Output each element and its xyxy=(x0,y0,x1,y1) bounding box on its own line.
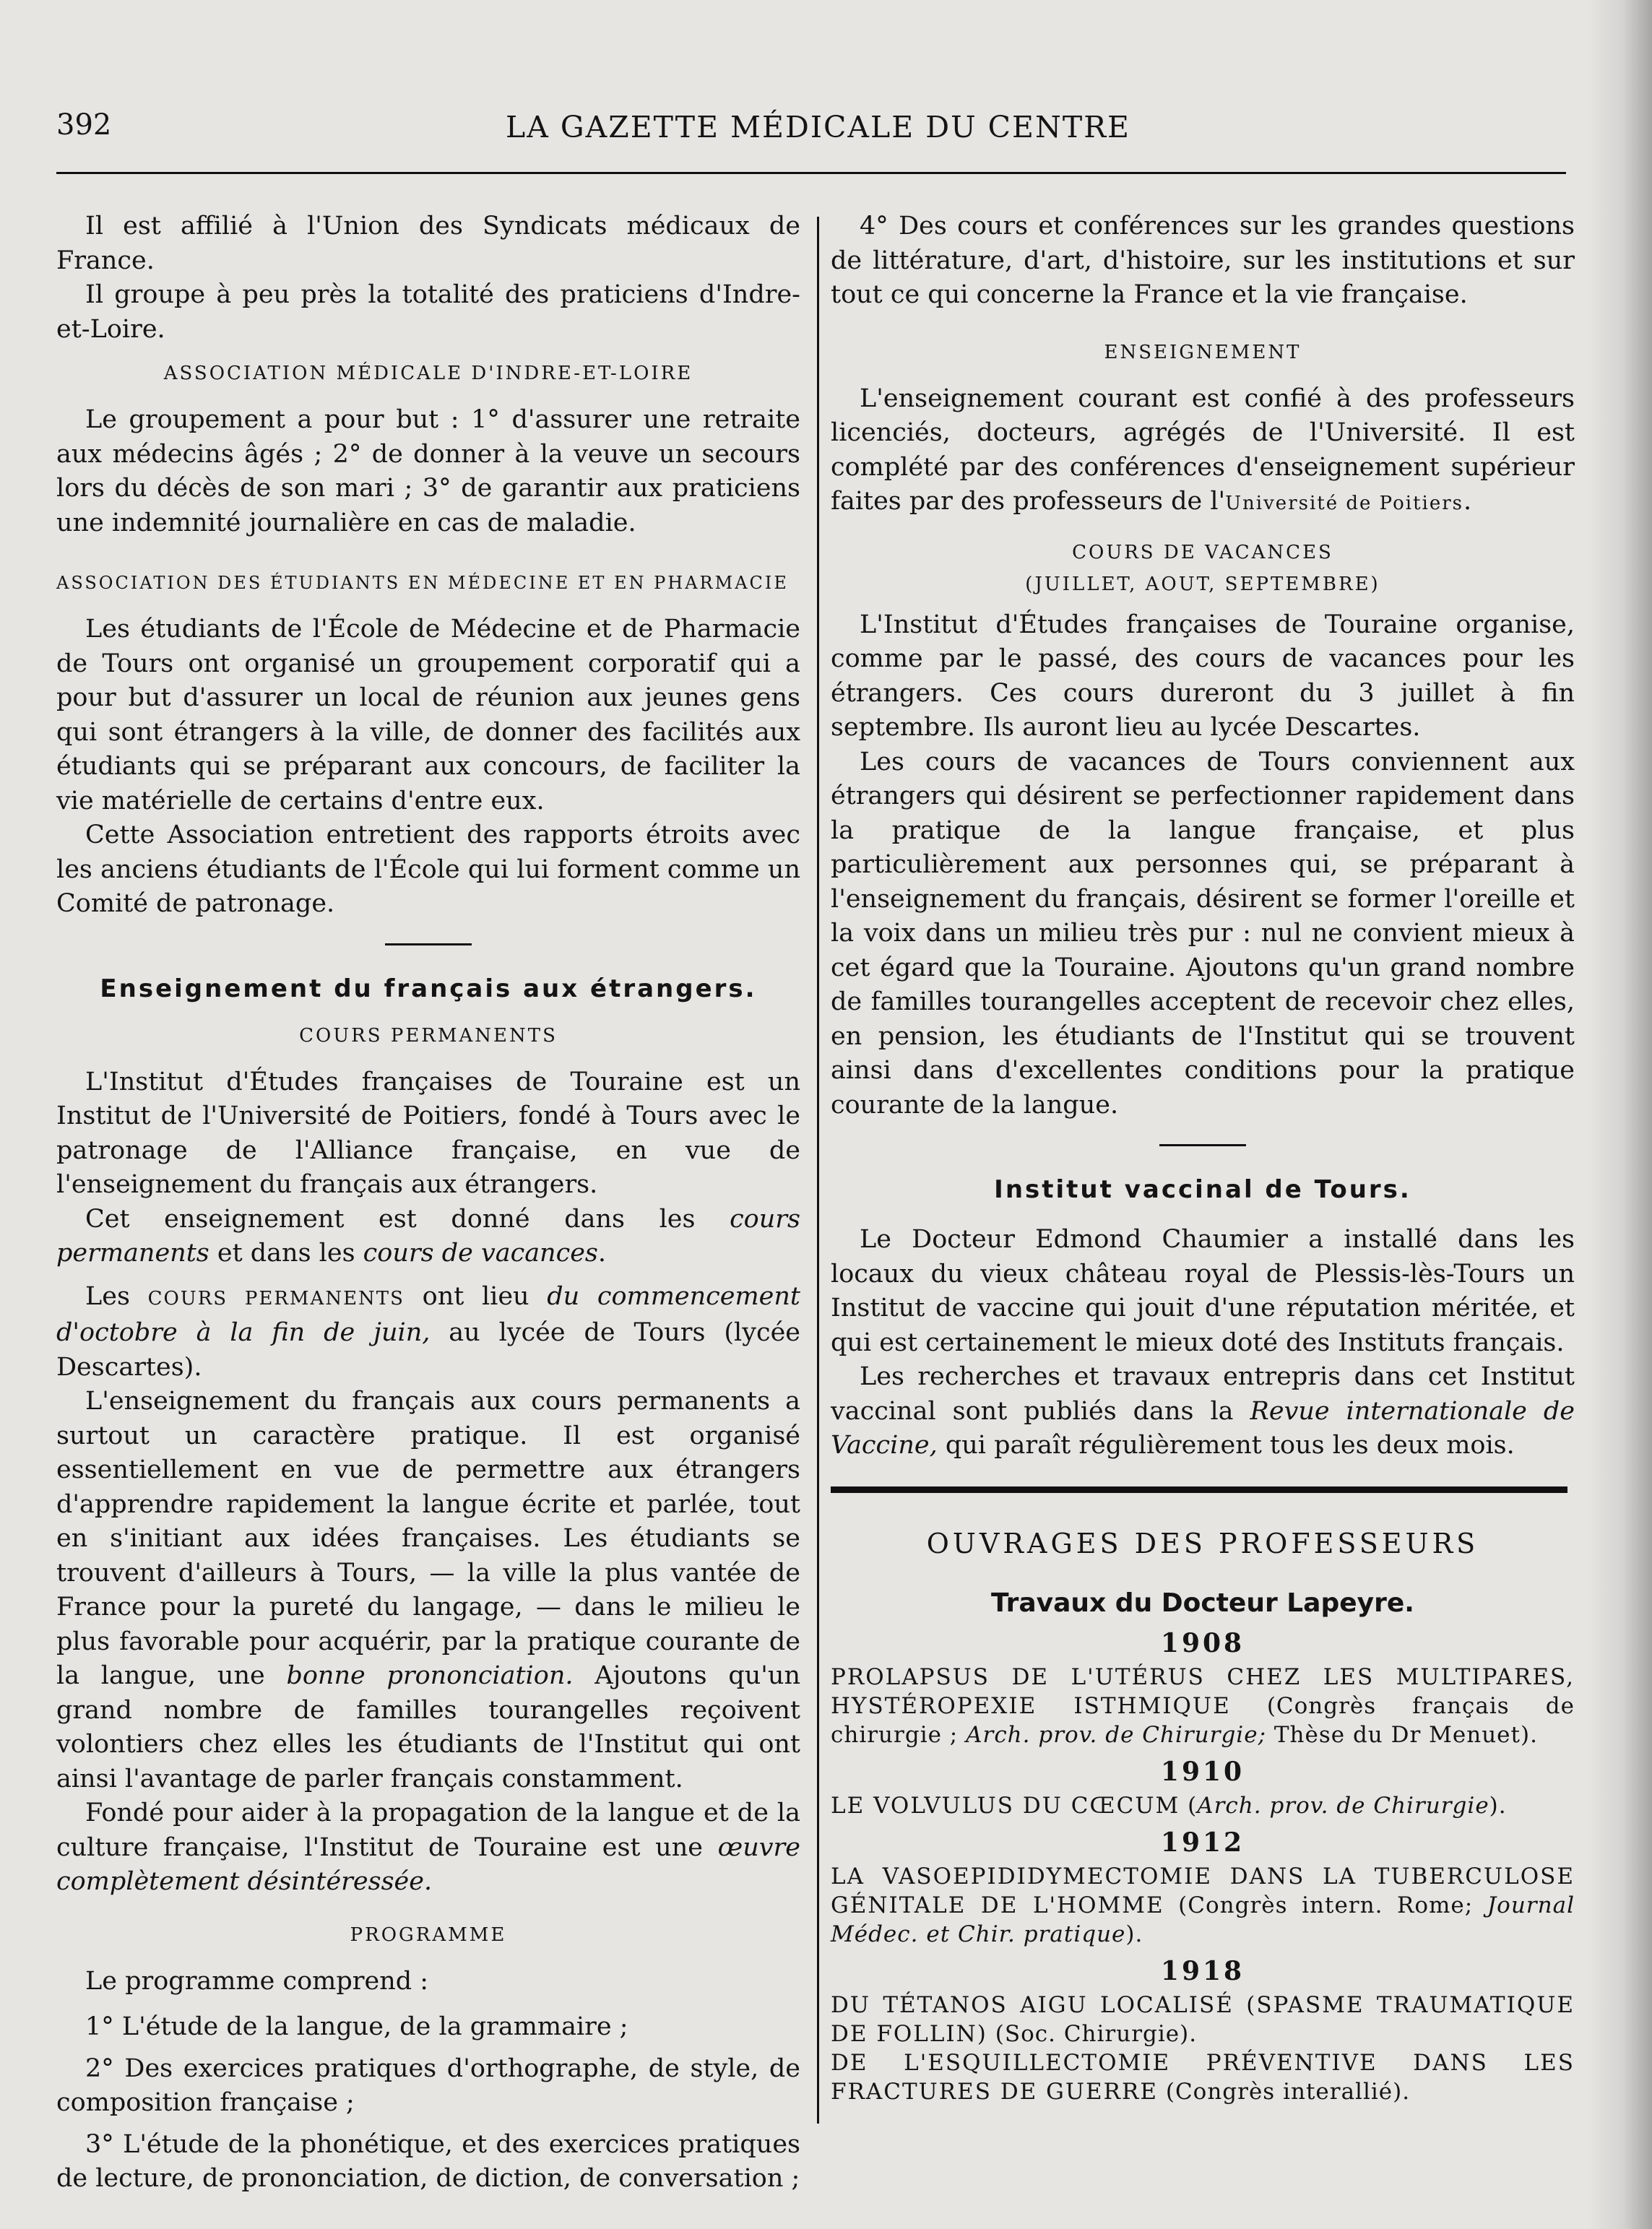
paragraph: Le groupement a pour but : 1° d'assurer une retraite aux médecins âgés ; 2° de donner à la veuve un secours lors du décès de son mari ; 3° de garantir aux praticiens une indemnité journalière en cas de maladie. xyxy=(56,405,800,537)
bibliography-entry: LE VOLVULUS DU CŒCUM (Arch. prov. de Chirurgie). xyxy=(831,1792,1507,1819)
paragraph: Il est affilié à l'Union des Syndicats médicaux de France. xyxy=(56,212,800,275)
binding-shadow xyxy=(1587,0,1652,2229)
separator-rule xyxy=(385,943,472,945)
section-title: Enseignement du français aux étrangers. xyxy=(100,974,757,1003)
list-item: 3° L'étude de la phonétique, et des exercices pratiques de lecture, de prononciation, de diction, de conversation ; xyxy=(56,2129,800,2193)
paragraph: Le Docteur Edmond Chaumier a installé dans les locaux du vieux château royal de Plessis-lès-Tours un Institut de vaccine qui jouit d'une réputation méritée, et qui est certainement le mieux doté des Instituts français. xyxy=(831,1225,1575,1357)
subheading: ENSEIGNEMENT xyxy=(1104,341,1302,363)
column-rule xyxy=(817,217,819,2124)
thick-separator-rule xyxy=(831,1486,1567,1493)
bibliography-entry: DE L'ESQUILLECTOMIE PRÉVENTIVE DANS LES FRACTURES DE GUERRE (Congrès interallié). xyxy=(831,2049,1575,2105)
paragraph: L'enseignement courant est confié à des professeurs licenciés, docteurs, agrégés de l'Université. Il est complété par des conférences d'enseignement supérieur faites par des professeurs de l'Université de Poitiers. xyxy=(831,384,1575,516)
paragraph: Les étudiants de l'École de Médecine et de Pharmacie de Tours ont organisé un groupement corporatif qui a pour but d'assurer un local de réunion aux jeunes gens qui sont étrangers à la ville, de donner des facilités aux étudiants qui se préparant aux concours, de faciliter la vie matérielle de certains d'entre eux. xyxy=(56,615,800,815)
separator-rule xyxy=(1159,1144,1246,1146)
subheading: ASSOCIATION MÉDICALE D'INDRE-ET-LOIRE xyxy=(163,363,693,384)
page-number: 392 xyxy=(56,108,112,142)
subheading-dates: (JUILLET, AOUT, SEPTEMBRE) xyxy=(1025,573,1380,595)
year-heading: 1912 xyxy=(1160,1827,1245,1858)
paragraph: Les recherches et travaux entrepris dans cet Institut vaccinal sont publiés dans la Revue internationale de Vaccine, qui paraît régulièrement tous les deux mois. xyxy=(831,1362,1575,1460)
bibliography-entry: PROLAPSUS DE L'UTÉRUS CHEZ LES MULTIPARES, HYSTÉROPEXIE ISTHMIQUE (Congrès français de chirurgie ; Arch. prov. de Chirurgie; Thèse du Dr Menuet). xyxy=(831,1663,1575,1748)
year-heading: 1908 xyxy=(1160,1627,1245,1658)
section-title: Institut vaccinal de Tours. xyxy=(994,1175,1411,1204)
paragraph: Cette Association entretient des rapports étroits avec les anciens étudiants de l'École qui lui forment comme un Comité de patronage. xyxy=(56,821,800,918)
section-heading: OUVRAGES DES PROFESSEURS xyxy=(926,1527,1479,1559)
subheading: PROGRAMME xyxy=(350,1923,507,1946)
bibliography-entry: DU TÉTANOS AIGU LOCALISÉ (SPASME TRAUMATIQUE DE FOLLIN) (Soc. Chirurgie). xyxy=(831,1991,1575,2047)
subheading: COURS DE VACANCES xyxy=(1072,541,1333,563)
paragraph: L'Institut d'Études françaises de Touraine organise, comme par le passé, des cours de vacances pour les étrangers. Ces cours dureront du 3 juillet à fin septembre. Ils auront lieu au lycée Descartes. xyxy=(831,610,1575,742)
list-item: 4° Des cours et conférences sur les grandes questions de littérature, d'art, d'histoire, sur les institutions et sur tout ce qui concerne la France et la vie française. xyxy=(831,212,1575,309)
subheading: COURS PERMANENTS xyxy=(299,1024,558,1047)
year-heading: 1910 xyxy=(1160,1756,1245,1787)
paragraph: Cet enseignement est donné dans les cours permanents et dans les cours de vacances. xyxy=(56,1204,800,1268)
bibliography-entry: LA VASOEPIDIDYMECTOMIE DANS LA TUBERCULOSE GÉNITALE DE L'HOMME (Congrès intern. Rome; Journal Médec. et Chir. pratique). xyxy=(831,1863,1575,1947)
subsection-heading: Travaux du Docteur Lapeyre. xyxy=(991,1588,1414,1618)
right-column xyxy=(831,209,1575,2106)
header-rule xyxy=(56,172,1566,174)
left-column xyxy=(56,209,800,2196)
list-item: 2° Des exercices pratiques d'orthographe, de style, de composition française ; xyxy=(56,2053,800,2117)
year-heading: 1918 xyxy=(1160,1955,1245,1986)
paragraph: Les COURS PERMANENTS ont lieu du commencement d'octobre à la fin de juin, au lycée de Tours (lycée Descartes). xyxy=(56,1281,801,1382)
paragraph: Le programme comprend : xyxy=(85,1966,429,1996)
subheading: ASSOCIATION DES ÉTUDIANTS EN MÉDECINE ET EN PHARMACIE xyxy=(56,573,789,593)
list-item: 1° L'étude de la langue, de la grammaire ; xyxy=(85,2012,628,2041)
paragraph: Fondé pour aider à la propagation de la langue et de la culture française, l'Institut de Touraine est une œuvre complètement désintéressée. xyxy=(56,1799,800,1896)
paragraph: Les cours de vacances de Tours conviennent aux étrangers qui désirent se perfectionner rapidement dans la pratique de la langue française, et plus particulièrement aux personnes qui, se préparant à l'enseignement du français, désirent se former l'oreille et la voix dans un milieu très pur : nul ne convient mieux à cet égard que la Touraine. Ajoutons qu'un grand nombre de familles tourangelles acceptent de recevoir chez elles, en pension, les étudiants de l'Institut qui se trouvent ainsi dans d'excellentes conditions pour la pratique courante de la langue. xyxy=(831,747,1575,1120)
paragraph: L'enseignement du français aux cours permanents a surtout un caractère pratique. Il est organisé essentiellement en vue de permettre aux étrangers d'apprendre rapidement la langue écrite et parlée, tout en s'initiant aux idées françaises. Les étudiants se trouvent d'ailleurs à Tours, — la ville la plus vantée de France pour la pureté du langage, — dans le milieu le plus favorable pour acquérir, par la pratique courante de la langue, une bonne prononciation. Ajoutons qu'un grand nombre de familles tourangelles reçoivent volontiers chez elles les étudiants de l'Institut qui ont ainsi l'avantage de parler français constamment. xyxy=(56,1387,800,1793)
running-head: LA GAZETTE MÉDICALE DU CENTRE xyxy=(506,110,1130,144)
paragraph: L'Institut d'Études françaises de Touraine est un Institut de l'Université de Poitiers, fondé à Tours avec le patronage de l'Alliance française, en vue de l'enseignement du français aux étrangers. xyxy=(56,1067,800,1199)
paragraph: Il groupe à peu près la totalité des praticiens d'Indre-et-Loire. xyxy=(56,280,800,344)
